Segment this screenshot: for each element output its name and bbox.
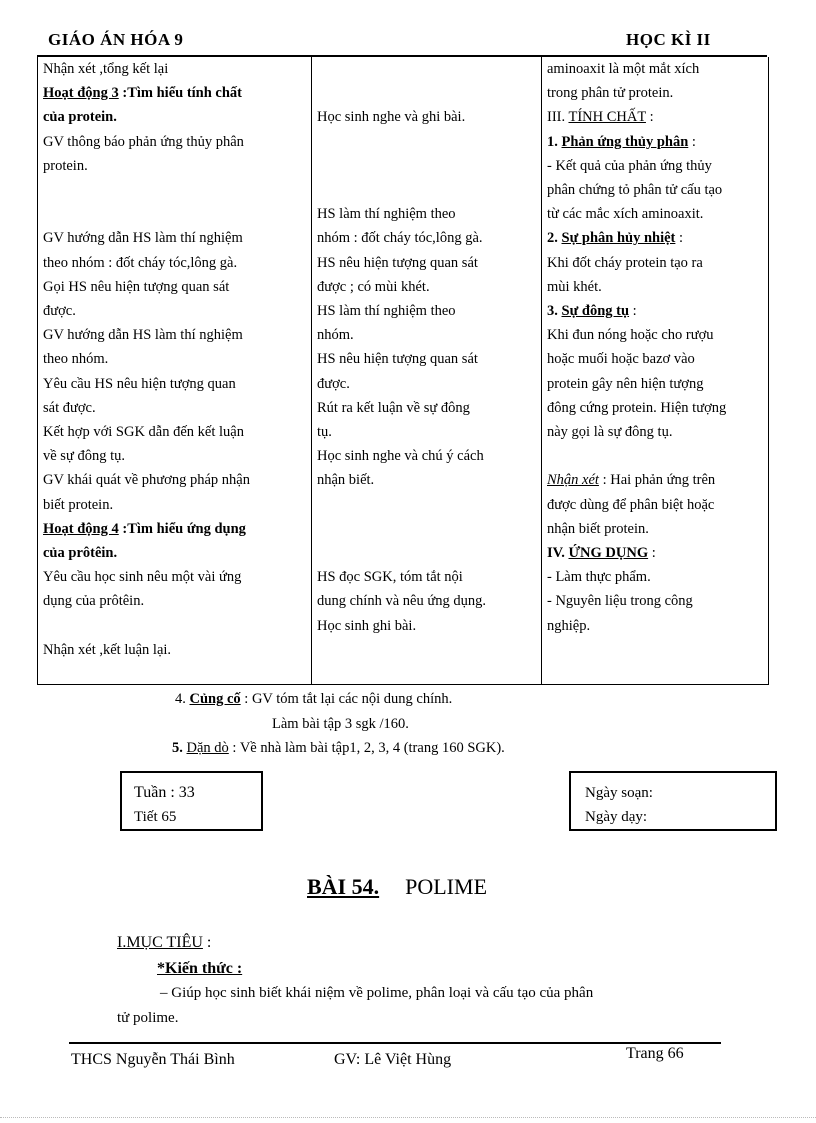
subsection-3-heading: 3. Sự đông tụ : [547, 303, 637, 320]
text-line: được. [317, 375, 350, 392]
text-line: tụ. [317, 423, 332, 440]
prep-date-label: Ngày soạn: [585, 785, 653, 801]
text-line: sát được. [43, 399, 96, 416]
consolidate-exercise: Làm bài tập 3 sgk /160. [272, 716, 409, 732]
teach-date-label: Ngày dạy: [585, 809, 648, 825]
activity-4-heading-cont: của prôtêin. [43, 545, 118, 562]
text-line: dụng của prôtêin. [43, 593, 145, 610]
homework-line: 5. Dặn dò : Về nhà làm bài tập1, 2, 3, 4 (trang 160 SGK). [172, 740, 505, 756]
text-line: nhận biết. [317, 472, 375, 489]
text-line: Rút ra kết luận về sự đông [317, 399, 470, 416]
text-line: trong phân tử protein. [547, 85, 674, 102]
text-line: theo nhóm : đốt cháy tóc,lông gà. [43, 254, 238, 271]
period-label: Tiết 65 [134, 809, 177, 825]
text-line: dung chính và nêu ứng dụng. [317, 593, 486, 610]
text-line: biết protein. [43, 496, 114, 513]
subsection-1-heading: 1. Phản ứng thủy phân : [547, 133, 696, 150]
lesson-table [37, 57, 769, 685]
text-line: Kết hợp với SGK dẫn đến kết luận [43, 424, 244, 441]
text-line: nghiệp. [547, 617, 591, 634]
objective-line: – Giúp học sinh biết khái niệm về polime, phân loại và cấu tạo của phân [160, 985, 594, 1001]
date-box [569, 771, 777, 831]
text-line: đông cứng protein. Hiện tượng [547, 399, 727, 416]
text-line: Gọi HS nêu hiện tượng quan sát [43, 278, 230, 295]
text-line: mùi khét. [547, 278, 602, 295]
footer-page: Trang 66 [626, 1045, 684, 1062]
text-line: được ; có mùi khét. [317, 278, 430, 295]
text-line: Nhận xét ,kết luận lại. [43, 641, 172, 658]
text-line: - Kết quả của phản ứng thủy [547, 157, 712, 174]
text-line: nhóm. [317, 327, 354, 344]
text-line: - Làm thực phẩm. [547, 569, 651, 586]
text-line: Khi đốt cháy protein tạo ra [547, 254, 703, 271]
text-line: aminoaxit là một mắt xích [547, 61, 700, 77]
page-edge [0, 1117, 816, 1118]
footer-teacher: GV: Lê Việt Hùng [334, 1051, 452, 1068]
text-line: được. [43, 303, 76, 319]
knowledge-heading: *Kiến thức : [157, 960, 243, 977]
text-line: được dùng để phân biệt hoặc [547, 496, 715, 513]
section-3-heading: III. TÍNH CHẤT : [547, 109, 654, 126]
objective-line: tử polime. [117, 1010, 179, 1026]
text-line: Yêu cầu học sinh nêu một vài ứng [43, 569, 242, 586]
teacher-activity-column [43, 57, 308, 662]
text-line: phân chứng tỏ phân tử cấu tạo [547, 182, 723, 199]
column-divider [541, 57, 542, 684]
text-line: Yêu cầu HS nêu hiện tượng quan [43, 375, 236, 392]
text-line: Khi đun nóng hoặc cho rượu [547, 327, 714, 344]
text-line: GV thông báo phản ứng thủy phân [43, 133, 244, 150]
text-line: về sự đông tụ. [43, 448, 125, 465]
text-line: GV hướng dẫn HS làm thí nghiệm [43, 327, 243, 344]
header-title: GIÁO ÁN HÓA 9 [48, 30, 184, 49]
text-line: HS nêu hiện tượng quan sát [317, 254, 478, 271]
week-label: Tuần : 33 [134, 784, 195, 801]
text-line: HS làm thí nghiệm theo [317, 302, 456, 319]
text-line: hoặc muối hoặc bazơ vào [547, 351, 695, 368]
text-line: HS nêu hiện tượng quan sát [317, 351, 478, 368]
note-line: Nhận xét : Hai phản ứng trên [547, 472, 716, 489]
subsection-2-heading: 2. Sự phân hủy nhiệt : [547, 230, 684, 247]
footer-school: THCS Nguyễn Thái Bình [71, 1051, 235, 1068]
text-line: protein. [43, 157, 88, 174]
text-line: theo nhóm. [43, 351, 109, 368]
text-line: này gọi là sự đông tụ. [547, 424, 673, 441]
content-column [547, 57, 767, 638]
student-activity-column [317, 57, 539, 638]
text-line: protein gây nên hiện tượng [547, 375, 704, 392]
text-line: - Nguyên liệu trong công [547, 593, 693, 610]
footer-rule [69, 1042, 721, 1044]
text-line: nhận biết protein. [547, 520, 649, 537]
week-box [120, 771, 263, 831]
column-divider [311, 57, 312, 684]
text-line: Học sinh nghe và chú ý cách [317, 448, 484, 465]
lesson-title: BÀI 54. POLIME [307, 874, 488, 899]
activity-3-heading: Hoạt động 3 :Tìm hiểu tính chất [43, 85, 243, 102]
section-4-heading: IV. ỨNG DỤNG : [547, 545, 656, 562]
objectives-heading: I.MỤC TIÊU : [117, 934, 212, 951]
text-line: Nhận xét ,tổng kết lại [43, 61, 169, 77]
activity-4-heading: Hoạt động 4 :Tìm hiểu ứng dụng [43, 520, 246, 537]
text-line: Học sinh nghe và ghi bài. [317, 109, 466, 126]
text-line: từ các mắc xích aminoaxit. [547, 206, 704, 223]
text-line: Học sinh ghi bài. [317, 617, 417, 634]
activity-3-heading-cont: của protein. [43, 109, 117, 126]
text-line: GV hướng dẫn HS làm thí nghiệm [43, 230, 243, 247]
text-line: HS làm thí nghiệm theo [317, 206, 456, 223]
text-line: GV khái quát về phương pháp nhận [43, 472, 250, 489]
text-line: nhóm : đốt cháy tóc,lông gà. [317, 230, 483, 247]
consolidate-line: 4. Củng cố : GV tóm tắt lại các nội dung chính. [175, 691, 453, 707]
text-line: HS đọc SGK, tóm tắt nội [317, 569, 463, 586]
header-semester: HỌC KÌ II [626, 30, 711, 49]
